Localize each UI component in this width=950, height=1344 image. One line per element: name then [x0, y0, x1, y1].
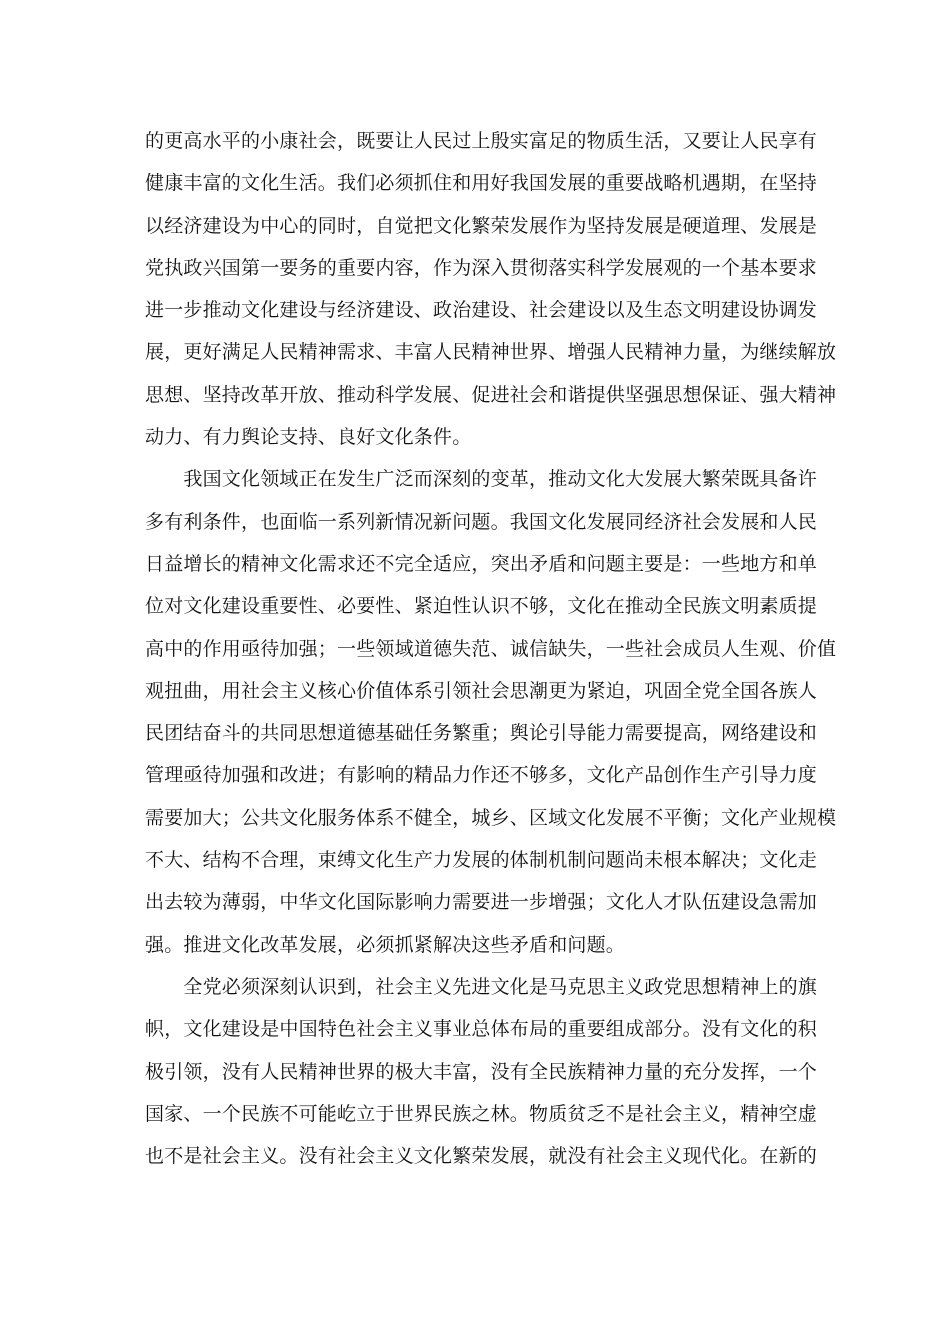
text-line: 我国文化领域正在发生广泛而深刻的变革，推动文化大发展大繁荣既具备许 — [145, 468, 818, 491]
text-line: 极引领，没有人民精神世界的极大丰富，没有全民族精神力量的充分发挥，一个 — [145, 1060, 818, 1083]
text-line: 需要加大；公共文化服务体系不健全，城乡、区域文化发展不平衡；文化产业规模 — [145, 806, 837, 829]
text-line: 民团结奋斗的共同思想道德基础任务繁重；舆论引导能力需要提高，网络建设和 — [145, 722, 818, 745]
text-line: 强。推进文化改革发展，必须抓紧解决这些矛盾和问题。 — [145, 933, 626, 956]
text-line: 管理亟待加强和改进；有影响的精品力作还不够多，文化产品创作生产引导力度 — [145, 764, 818, 787]
text-line: 思想、坚持改革开放、推动科学发展、促进社会和谐提供坚强思想保证、强大精神 — [145, 383, 837, 406]
document-body — [145, 120, 837, 1177]
text-line: 位对文化建设重要性、必要性、紧迫性认识不够，文化在推动全民族文明素质提 — [145, 595, 818, 618]
text-line: 国家、一个民族不可能屹立于世界民族之林。物质贫乏不是社会主义，精神空虚 — [145, 1102, 818, 1125]
text-line: 进一步推动文化建设与经济建设、政治建设、社会建设以及生态文明建设协调发 — [145, 299, 818, 322]
text-line: 的更高水平的小康社会，既要让人民过上殷实富足的物质生活，又要让人民享有 — [145, 130, 818, 152]
text-line: 也不是社会主义。没有社会主义文化繁荣发展，就没有社会主义现代化。在新的 — [145, 1145, 818, 1168]
text-line: 健康丰富的文化生活。我们必须抓住和用好我国发展的重要战略机遇期，在坚持 — [145, 172, 818, 195]
text-line: 日益增长的精神文化需求还不完全适应，突出矛盾和问题主要是：一些地方和单 — [145, 552, 818, 575]
text-line: 动力、有力舆论支持、良好文化条件。 — [145, 426, 472, 449]
text-line: 高中的作用亟待加强；一些领域道德失范、诚信缺失，一些社会成员人生观、价值 — [145, 637, 837, 660]
text-line: 出去较为薄弱，中华文化国际影响力需要进一步增强；文化人才队伍建设急需加 — [145, 891, 818, 914]
text-line: 党执政兴国第一要务的重要内容，作为深入贯彻落实科学发展观的一个基本要求 — [145, 256, 818, 279]
text-line: 不大、结构不合理，束缚文化生产力发展的体制机制问题尚未根本解决；文化走 — [145, 849, 818, 872]
text-line: 多有利条件，也面临一系列新情况新问题。我国文化发展同经济社会发展和人民 — [145, 510, 818, 533]
text-line: 帜，文化建设是中国特色社会主义事业总体布局的重要组成部分。没有文化的积 — [145, 1018, 818, 1041]
text-line: 观扭曲，用社会主义核心价值体系引领社会思潮更为紧迫，巩固全党全国各族人 — [145, 679, 818, 702]
text-line: 展，更好满足人民精神需求、丰富人民精神世界、增强人民精神力量，为继续解放 — [145, 341, 837, 364]
text-line: 全党必须深刻认识到，社会主义先进文化是马克思主义政党思想精神上的旗 — [145, 975, 818, 998]
text-line: 以经济建设为中心的同时，自觉把文化繁荣发展作为坚持发展是硬道理、发展是 — [145, 214, 818, 237]
